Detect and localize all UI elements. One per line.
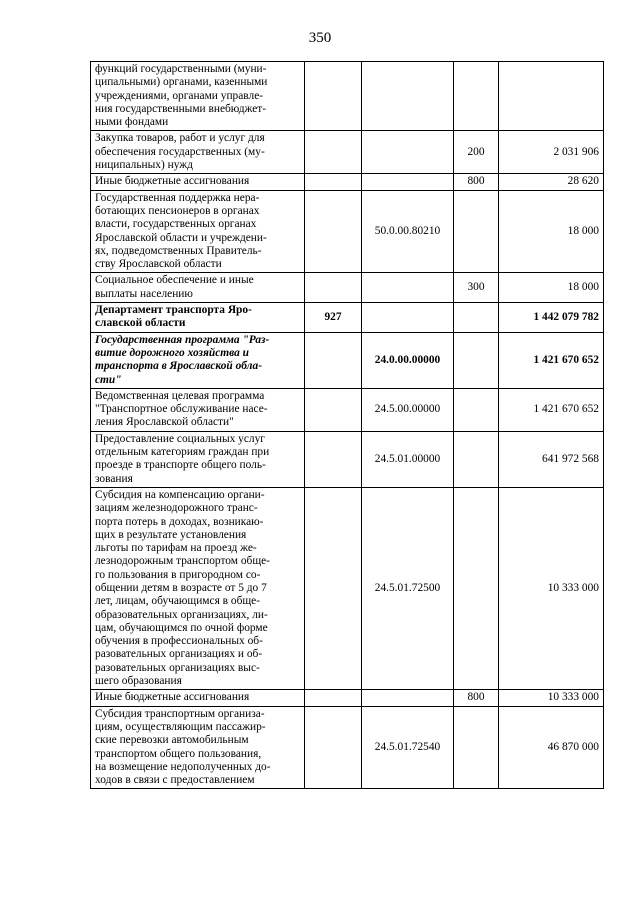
expense-type-code-cell: 800 — [454, 690, 499, 706]
expense-type-code-cell — [454, 190, 499, 273]
item-name-line: разовательных организациях выс- — [95, 661, 260, 674]
item-name-cell — [91, 273, 305, 303]
item-name-cell — [91, 332, 305, 388]
item-name-line: Ярославской области и учреждени- — [95, 231, 267, 244]
item-name-line: Социальное обеспечение и иные — [95, 274, 254, 287]
item-name-cell — [91, 487, 305, 689]
target-article-code-cell — [362, 690, 454, 706]
item-name-line: Предоставление социальных услуг — [95, 432, 265, 445]
item-name-line: Государственная программа "Раз- — [95, 333, 270, 346]
department-code-cell: 927 — [305, 303, 362, 333]
item-name-line: Субсидия транспортным организа- — [95, 707, 265, 720]
item-name-line: ципальными) органами, казенными — [95, 76, 268, 89]
page-number: 350 — [308, 30, 332, 46]
expense-type-code-cell — [454, 431, 499, 487]
table-row — [91, 174, 604, 190]
expense-type-code-cell — [454, 388, 499, 431]
item-name-line: общении детям в возрасте от 5 до 7 — [95, 581, 267, 594]
department-code-cell — [305, 388, 362, 431]
amount-cell: 28 620 — [499, 174, 604, 190]
item-name-line: порта потерь в доходах, возникаю- — [95, 515, 264, 528]
department-code-cell — [305, 131, 362, 174]
department-code-cell — [305, 332, 362, 388]
amount-cell: 2 031 906 — [499, 131, 604, 174]
item-name-line: лезнодорожным транспортом обще- — [95, 555, 270, 568]
expense-type-code-cell: 200 — [454, 131, 499, 174]
expense-type-code-cell — [454, 332, 499, 388]
item-name-cell — [91, 690, 305, 706]
item-name-cell — [91, 190, 305, 273]
amount-cell: 641 972 568 — [499, 431, 604, 487]
item-name-line: функций государственными (муни- — [95, 63, 267, 75]
expense-type-code-cell — [454, 303, 499, 333]
target-article-code-cell — [362, 303, 454, 333]
item-name-line: Департамент транспорта Яро- — [95, 304, 252, 317]
item-name-line: Иные бюджетные ассигнования — [95, 175, 250, 188]
item-name-line: го пользования в пригородном со- — [95, 568, 261, 581]
table-row — [91, 273, 604, 303]
item-name-cell — [91, 388, 305, 431]
item-name-line: выплаты населению — [95, 287, 193, 300]
table-row — [91, 190, 604, 273]
item-name-line: Ведомственная целевая программа — [95, 389, 265, 402]
item-name-cell — [91, 706, 305, 789]
department-code-cell — [305, 273, 362, 303]
table-row — [91, 332, 604, 388]
item-name-line: Государственная поддержка нера- — [95, 191, 260, 204]
item-name-line: зациям железнодорожного транс- — [95, 502, 258, 515]
item-name-line: учреждениями, органами управле- — [95, 89, 264, 102]
amount-cell: 46 870 000 — [499, 706, 604, 789]
item-name-line: льготы по тарифам на проезд же- — [95, 542, 257, 555]
item-name-line: ботающих пенсионеров в органах — [95, 204, 260, 217]
amount-cell: 10 333 000 — [499, 690, 604, 706]
department-code-cell — [305, 62, 362, 131]
item-name-line: отдельным категориям граждан при — [95, 446, 270, 459]
item-name-line: власти, государственных органах — [95, 218, 257, 231]
amount-cell: 1 442 079 782 — [499, 303, 604, 333]
target-article-code-cell: 50.0.00.80210 — [362, 190, 454, 273]
target-article-code-cell: 24.5.00.00000 — [362, 388, 454, 431]
amount-cell: 18 000 — [499, 190, 604, 273]
item-name-line: образовательных организациях, ли- — [95, 608, 268, 621]
budget-table — [90, 61, 604, 789]
table-row — [91, 706, 604, 789]
table-row — [91, 131, 604, 174]
target-article-code-cell — [362, 131, 454, 174]
item-name-line: проезде в транспорте общего поль- — [95, 459, 266, 472]
item-name-line: на возмещение недополученных до- — [95, 760, 271, 773]
item-name-cell — [91, 303, 305, 333]
item-name-line: ходов в связи с предоставлением — [95, 774, 255, 787]
department-code-cell — [305, 431, 362, 487]
table-body — [91, 62, 604, 789]
amount-cell: 1 421 670 652 — [499, 332, 604, 388]
item-name-line: транспорта в Ярославской обла- — [95, 360, 263, 373]
item-name-line: транспортом общего пользования, — [95, 747, 262, 760]
item-name-line: ния государственными внебюджет- — [95, 102, 267, 115]
expense-type-code-cell — [454, 62, 499, 131]
item-name-line: шего образования — [95, 675, 182, 688]
expense-type-code-cell: 800 — [454, 174, 499, 190]
table-row — [91, 690, 604, 706]
item-name-cell — [91, 174, 305, 190]
item-name-cell — [91, 62, 305, 131]
item-name-cell — [91, 431, 305, 487]
target-article-code-cell — [362, 174, 454, 190]
item-name-line: "Транспортное обслуживание насе- — [95, 403, 268, 416]
target-article-code-cell: 24.5.01.72540 — [362, 706, 454, 789]
item-name-line: сти" — [95, 373, 122, 386]
item-name-line: зования — [95, 472, 133, 485]
table-row — [91, 487, 604, 689]
table-row — [91, 303, 604, 333]
department-code-cell — [305, 690, 362, 706]
item-name-line: ными фондами — [95, 116, 169, 129]
table-row — [91, 62, 604, 131]
item-name-line: обучения в профессиональных об- — [95, 635, 263, 648]
expense-type-code-cell: 300 — [454, 273, 499, 303]
item-name-line: ству Ярославской области — [95, 258, 222, 271]
item-name-line: разовательных организациях и об- — [95, 648, 263, 661]
department-code-cell — [305, 487, 362, 689]
item-name-line: ления Ярославской области" — [95, 416, 234, 429]
item-name-line: ские перевозки автомобильным — [95, 734, 249, 747]
item-name-line: Иные бюджетные ассигнования — [95, 691, 250, 704]
item-name-cell — [91, 131, 305, 174]
target-article-code-cell — [362, 62, 454, 131]
expense-type-code-cell — [454, 487, 499, 689]
item-name-line: Закупка товаров, работ и услуг для — [95, 132, 265, 145]
target-article-code-cell: 24.5.01.00000 — [362, 431, 454, 487]
target-article-code-cell — [362, 273, 454, 303]
item-name-line: обеспечения государственных (му- — [95, 145, 265, 158]
amount-cell — [499, 62, 604, 131]
item-name-line: ях, подведомственных Правитель- — [95, 244, 262, 257]
department-code-cell — [305, 706, 362, 789]
target-article-code-cell: 24.5.01.72500 — [362, 487, 454, 689]
expense-type-code-cell — [454, 706, 499, 789]
department-code-cell — [305, 190, 362, 273]
target-article-code-cell: 24.0.00.00000 — [362, 332, 454, 388]
item-name-line: лет, лицам, обучающимся в обще- — [95, 595, 260, 608]
item-name-line: Субсидия на компенсацию органи- — [95, 488, 265, 501]
item-name-line: щих в результате установления — [95, 528, 247, 541]
item-name-line: ниципальных) нужд — [95, 159, 193, 172]
department-code-cell — [305, 174, 362, 190]
amount-cell: 10 333 000 — [499, 487, 604, 689]
item-name-line: цам, обучающимся по очной форме — [95, 621, 268, 634]
amount-cell: 18 000 — [499, 273, 604, 303]
amount-cell: 1 421 670 652 — [499, 388, 604, 431]
item-name-line: славской области — [95, 317, 186, 330]
item-name-line: циям, осуществляющим пассажир- — [95, 720, 266, 733]
item-name-line: витие дорожного хозяйства и — [95, 346, 249, 359]
table-row — [91, 431, 604, 487]
table-row — [91, 388, 604, 431]
